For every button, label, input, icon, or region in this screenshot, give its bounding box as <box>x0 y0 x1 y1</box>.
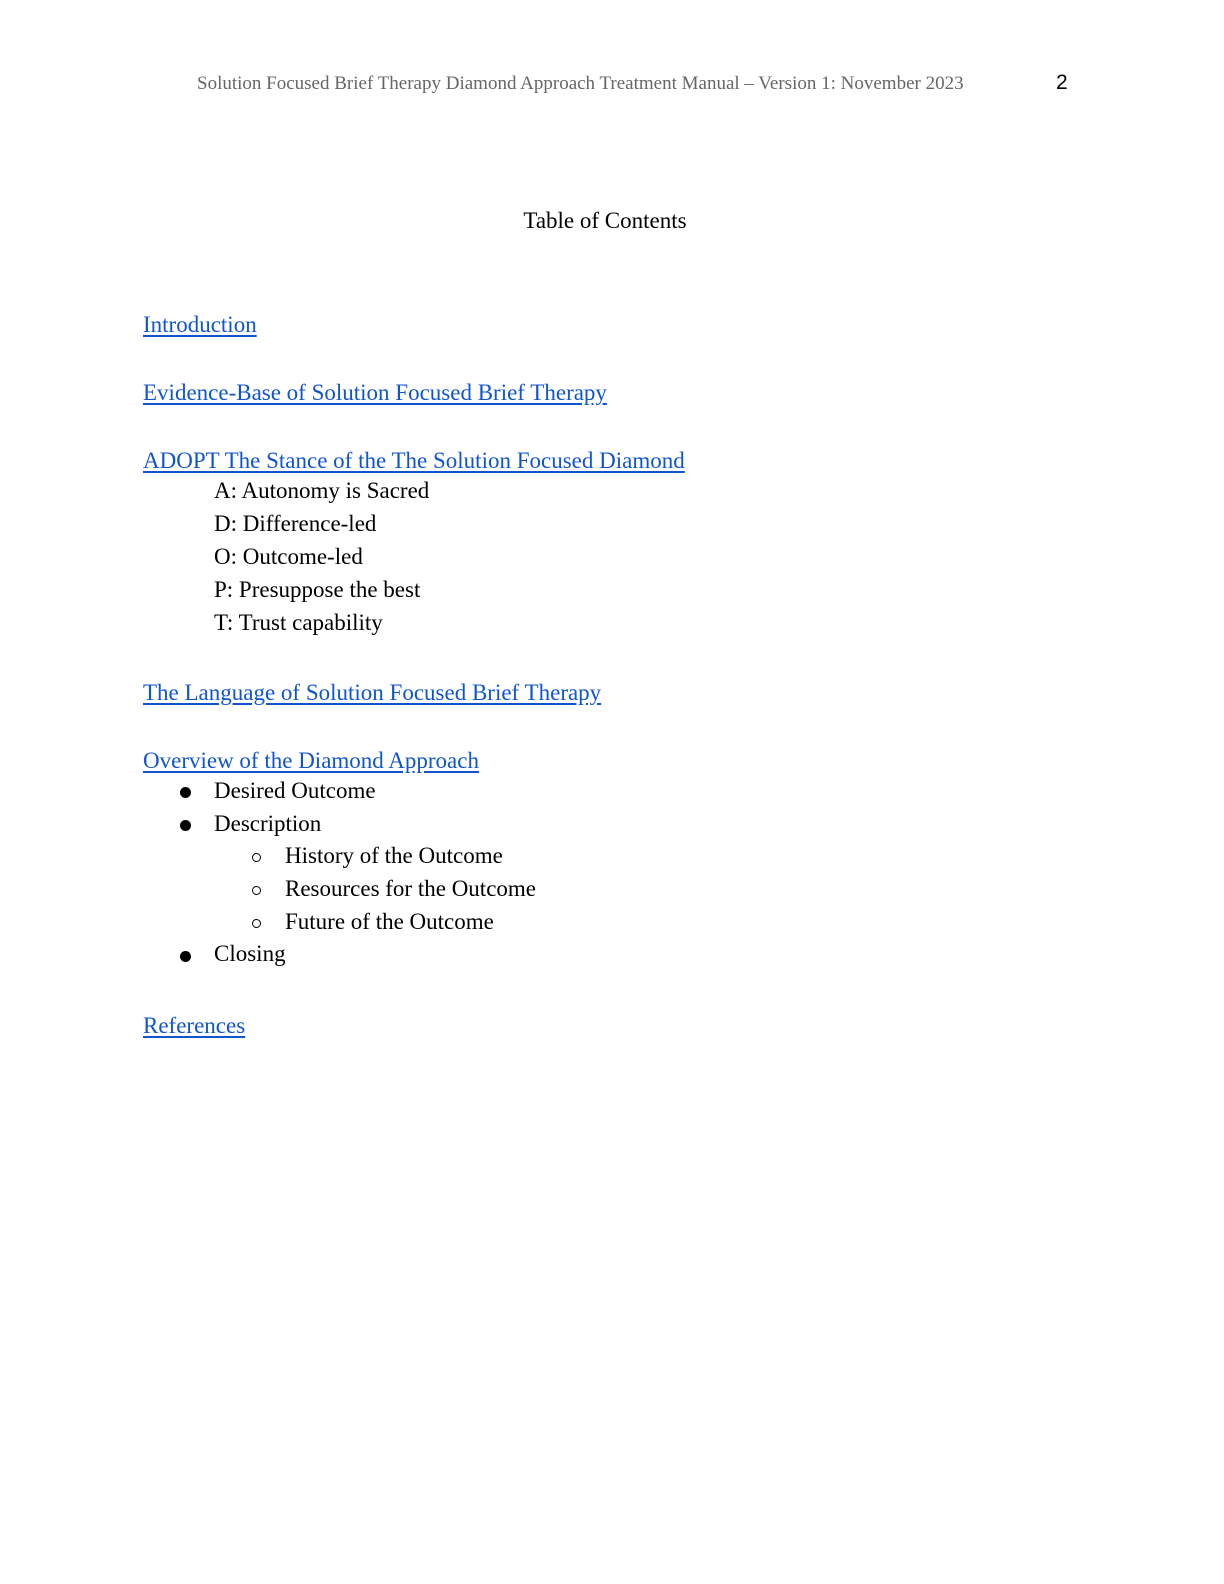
bullet-icon <box>180 951 191 962</box>
toc-link-overview[interactable]: Overview of the Diamond Approach <box>143 748 479 773</box>
bullet-icon <box>180 787 191 798</box>
adopt-item-presuppose: P: Presuppose the best <box>214 577 421 602</box>
overview-item-closing: Closing <box>214 941 286 966</box>
toc-link-evidence-base[interactable]: Evidence-Base of Solution Focused Brief Therapy <box>143 380 607 405</box>
circle-bullet-icon <box>252 886 261 895</box>
overview-item-desired-outcome: Desired Outcome <box>214 778 376 803</box>
toc-link-language[interactable]: The Language of Solution Focused Brief Therapy <box>143 680 602 705</box>
adopt-item-trust: T: Trust capability <box>214 610 383 635</box>
toc-title: Table of Contents <box>523 208 687 233</box>
overview-item-description: Description <box>214 811 322 836</box>
description-sub-future: Future of the Outcome <box>285 909 494 934</box>
adopt-item-autonomy: A: Autonomy is Sacred <box>214 478 430 503</box>
page-number: 2 <box>1056 71 1068 94</box>
toc-link-introduction[interactable]: Introduction <box>143 312 257 337</box>
toc-link-references[interactable]: References <box>143 1013 246 1038</box>
circle-bullet-icon <box>252 853 261 862</box>
running-header: Solution Focused Brief Therapy Diamond Approach Treatment Manual – Version 1: November 2023 <box>197 73 964 94</box>
adopt-item-difference: D: Difference-led <box>214 511 377 536</box>
circle-bullet-icon <box>252 919 261 928</box>
description-sub-history: History of the Outcome <box>285 843 503 868</box>
adopt-item-outcome: O: Outcome-led <box>214 544 363 569</box>
bullet-icon <box>180 820 191 831</box>
description-sub-resources: Resources for the Outcome <box>285 876 537 901</box>
toc-link-adopt[interactable]: ADOPT The Stance of the The Solution Focused Diamond <box>143 448 685 473</box>
